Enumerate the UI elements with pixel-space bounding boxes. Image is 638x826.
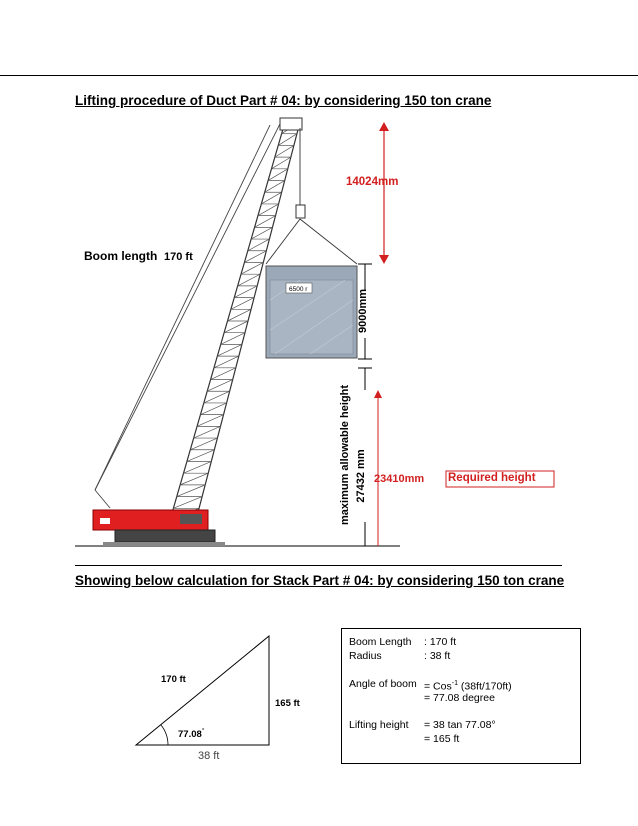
max-allowable-value: 27432 mm: [355, 449, 367, 503]
crane-pendant-lines: [95, 118, 283, 508]
triangle-base-label: 38 ft: [198, 750, 220, 762]
calc-boom-length-value: : 170 ft: [424, 636, 457, 648]
section1-heading: Lifting procedure of Duct Part # 04: by considering 150 ton crane: [75, 93, 492, 108]
boom-tip: [280, 118, 302, 130]
required-height-label: Required height: [448, 472, 536, 484]
calc-lift-value: = 38 tan 77.08°: [424, 719, 496, 731]
calc-angle-value: = Cos$^{-1}$ (38ft/170ft): [424, 680, 512, 693]
calc-boom-length-label: Boom Length: [349, 636, 412, 648]
load-label: 6500 r: [289, 286, 308, 293]
calc-radius-value: : 38 ft: [424, 650, 451, 662]
required-value: 23410mm: [374, 473, 425, 485]
calc-angle-result: = 77.08 degree: [424, 692, 495, 704]
triangle-hypotenuse-label: 170 ft: [161, 674, 186, 685]
calculation-box: [341, 628, 581, 764]
max-allowable-label: maximum allowable height: [339, 385, 351, 525]
top-rule: [0, 75, 638, 76]
required-height-dimension: [374, 390, 382, 546]
crane-diagram: [0, 110, 638, 555]
part-height-label: 9000mm: [357, 288, 370, 334]
triangle-angle-label: 77.08°: [178, 728, 205, 741]
calc-lift-label: Lifting height: [349, 719, 409, 731]
boom-length-value: 170 ft: [164, 251, 193, 263]
calc-angle-label: Angle of boom: [349, 678, 417, 690]
hook-block: [296, 205, 305, 218]
section2-heading: Showing below calculation for Stack Part # 04: by considering 150 ton crane: [75, 573, 565, 588]
top-clearance-label: 14024mm: [346, 176, 399, 188]
crane-body: [93, 510, 225, 546]
calc-lift-result: = 165 ft: [424, 733, 460, 745]
boom-length-label: Boom length 170 ft: [84, 249, 193, 263]
triangle-vertical-label: 165 ft: [275, 698, 300, 709]
calc-radius-label: Radius: [349, 650, 382, 662]
middle-rule: [75, 565, 562, 566]
sling-lines: [266, 219, 357, 264]
triangle-diagram: [130, 630, 280, 750]
top-clearance-dimension: [379, 122, 389, 264]
